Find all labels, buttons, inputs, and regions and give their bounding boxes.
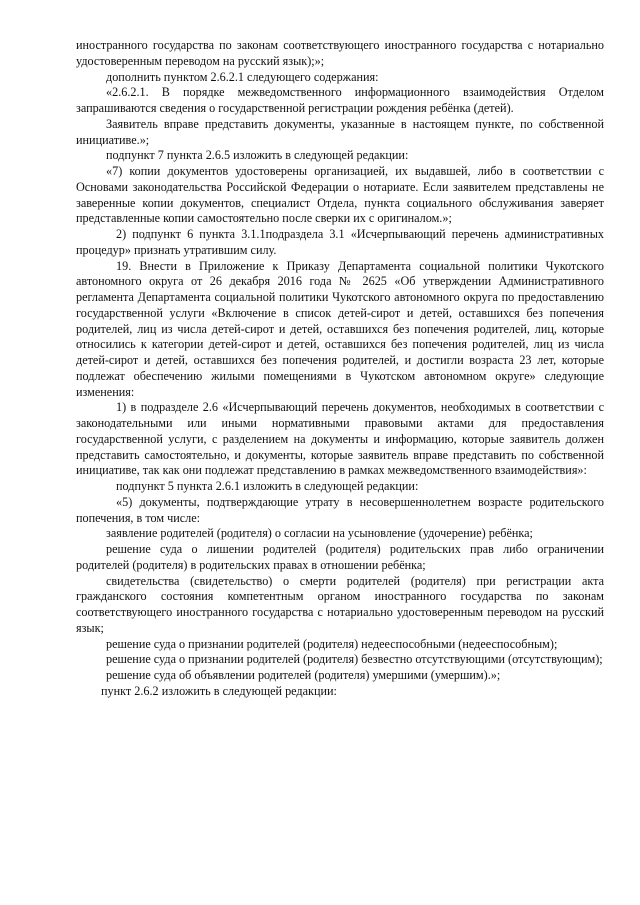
paragraph: решение суда о лишении родителей (родителя) родительских прав либо ограничении родителей (родителя) в родительских правах в отношении ребёнка; xyxy=(76,542,604,572)
paragraph: «5) документы, подтверждающие утрату в несовершеннолетнем возрасте родительского попечения, в том числе: xyxy=(76,494,604,525)
paragraph: иностранного государства по законам соответствующего иностранного государства с нотариально удостоверенным переводом на русский язык);»; xyxy=(76,38,604,68)
paragraph: 1) в подразделе 2.6 «Исчерпывающий перечень документов, необходимых в соответствии с законодательными или иными нормативными правовыми актами для предоставления государственной услуги, с разделением на документы и информацию, которые заявитель должен представить самостоятельно, и документы, которые заявитель вправе представить по собственной инициативе, так как они подлежат представлению в рамках межведомственного взаимодействия»: xyxy=(76,400,604,478)
paragraph: решение суда о признании родителей (родителя) недееспособными (недееспособным); xyxy=(106,636,558,651)
paragraph: решение суда о признании родителей (родителя) безвестно отсутствующими (отсутствующим); xyxy=(106,652,603,667)
paragraph: «7) копии документов удостоверены организацией, их выдавшей, либо в соответствии с Основами законодательства Российской Федерации о нотариате. Если заявителем представлены не заверенные копии документов, специалист Отдела, пункта социального обслуживания заверяет представленные копии самостоятельно после сверки их с оригиналом.»; xyxy=(76,164,604,226)
paragraph: 2) подпункт 6 пункта 3.1.1подраздела 3.1 «Исчерпывающий перечень административных процедур» признать утратившим силу. xyxy=(76,227,604,257)
paragraph: решение суда об объявлении родителей (родителя) умершими (умершим).»; xyxy=(106,668,501,682)
paragraph: подпункт 7 пункта 2.6.5 изложить в следующей редакции: xyxy=(106,148,409,163)
paragraph: дополнить пунктом 2.6.2.1 следующего содержания: xyxy=(106,69,379,84)
paragraph: заявление родителей (родителя) о согласии на усыновление (удочерение) ребёнка; xyxy=(106,526,533,541)
paragraph: «2.6.2.1. В порядке межведомственного информационного взаимодействия Отделом запрашиваются сведения о государственной регистрации рождения ребёнка (детей). xyxy=(76,85,604,115)
paragraph: Заявитель вправе представить документы, указанные в настоящем пункте, по собственной инициативе.»; xyxy=(76,116,604,147)
paragraph: пункт 2.6.2 изложить в следующей редакции: xyxy=(101,683,337,698)
paragraph: свидетельства (свидетельство) о смерти родителей (родителя) при регистрации акта гражданского состояния компетентным органом иностранного государства по законам соответствующего иностранного государства с нотариально удостоверенным переводом на русский язык; xyxy=(76,573,604,635)
paragraph: подпункт 5 пункта 2.6.1 изложить в следующей редакции: xyxy=(116,479,419,493)
paragraph: 19. Внести в Приложение к Приказу Департамента социальной политики Чукотского автономного округа от 26 декабря 2016 года № 2625 «Об утверждении Административного регламента Департамента социальной политики Чукотского автономного округа по предоставлению государственной услуги «Включение в список детей-сирот и детей, оставшихся без попечения родителей, лиц из числа детей-сирот и детей, оставшихся без попечения родителей, лиц, которые относились к категории детей-сирот и детей, оставшихся без попечения родителей, лиц из числа детей-сирот и детей, оставшихся без попечения родителей, и достигли возраста 23 лет, которые подлежат обеспечению жилыми помещениями в Чукотском автономном округе» следующие изменения: xyxy=(76,258,604,399)
